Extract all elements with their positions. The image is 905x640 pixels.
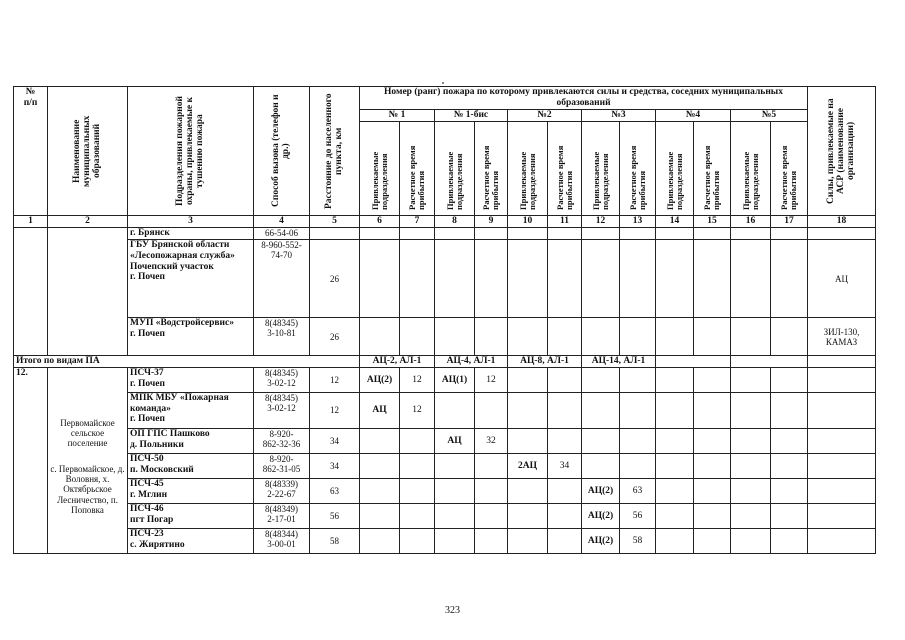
call-number: 8(48345) 3-02-12 — [254, 392, 310, 428]
call-number: 8(48345) 3-10-81 — [265, 318, 298, 339]
r1-unit — [360, 528, 400, 553]
table-row — [14, 478, 876, 503]
r3-time — [620, 453, 656, 478]
sub-time-r1bis: Расчетное время прибытия — [481, 145, 500, 210]
col-num: 18 — [808, 216, 876, 228]
r1bis-time: 12 — [475, 367, 508, 392]
r1bis-unit: АЦ — [435, 428, 475, 453]
header-num: № п/п — [14, 87, 48, 216]
r3-unit: АЦ(2) — [582, 478, 620, 503]
unit-place: с. Жирятино — [130, 539, 185, 550]
totals-rank-3: АЦ-14, АЛ-1 — [582, 356, 656, 368]
header-call-method: Способ вызова (телефон и др.) — [270, 94, 291, 207]
r1-time — [400, 453, 435, 478]
distance-value: 56 — [310, 503, 360, 528]
asr-value: ЗИЛ-130, КАМАЗ — [823, 326, 860, 347]
table-row — [14, 503, 876, 528]
sub-time-r4: Расчетное время прибытия — [702, 145, 721, 210]
col-num: 10 — [508, 216, 548, 228]
table-row — [14, 228, 876, 240]
unit-place: п. Московский — [130, 464, 194, 475]
call-number: 8(48345) 3-02-12 — [254, 367, 310, 392]
unit-name: ОП ГПС Пашково — [130, 428, 210, 439]
col-num: 4 — [254, 216, 310, 228]
table-row — [14, 453, 876, 478]
unit-name: ПСЧ-46 — [130, 503, 164, 514]
r3-time — [620, 428, 656, 453]
totals-rank-1-bis: АЦ-4, АЛ-1 — [435, 356, 508, 368]
sub-units-r1bis: Привлекаемые подразделения — [444, 151, 464, 210]
call-number: 8(48339) 2-22-67 — [254, 478, 310, 503]
sub-units-r5: Привлекаемые подразделения — [740, 151, 760, 210]
col-num: 8 — [435, 216, 475, 228]
header-distance-cell — [310, 87, 360, 216]
table-row — [14, 392, 876, 428]
r1-unit: АЦ — [360, 392, 400, 428]
totals-label: Итого по видам ПА — [14, 356, 360, 368]
unit-place: г. Почеп — [130, 378, 165, 389]
totals-rank-2: АЦ-8, АЛ-1 — [508, 356, 582, 368]
unit-name: ПСЧ-50 — [130, 453, 164, 464]
r3-time: 56 — [620, 503, 656, 528]
r2-time — [548, 478, 582, 503]
sub-time-r5: Расчетное время прибытия — [779, 145, 798, 210]
r2-time: 34 — [548, 453, 582, 478]
r2-unit — [508, 528, 548, 553]
col-num: 6 — [360, 216, 400, 228]
header-row-1 — [14, 87, 876, 110]
r2-unit — [508, 503, 548, 528]
sub-time-r1: Расчетное время прибытия — [407, 145, 426, 210]
col-num: 7 — [400, 216, 435, 228]
col-num: 16 — [731, 216, 771, 228]
rank-5: №5 — [731, 110, 808, 122]
table-row — [14, 367, 876, 392]
municipality-name: Первомайское сельское поселение — [60, 418, 115, 449]
call-number: 8-920- 862-32-36 — [254, 428, 310, 453]
r1bis-unit — [435, 528, 475, 553]
header-units: Подразделения пожарной охраны, привлекаемые к тушению пожара — [174, 95, 205, 206]
r3-time: 63 — [620, 478, 656, 503]
r1bis-unit — [435, 392, 475, 428]
totals-row — [14, 356, 876, 368]
header-distance: Расстояние до населенного пункта, км — [323, 92, 344, 209]
r2-time — [548, 528, 582, 553]
col-num: 5 — [310, 216, 360, 228]
r1-time — [400, 478, 435, 503]
distance-value: 63 — [310, 478, 360, 503]
unit-name: ПСЧ-23 — [130, 528, 164, 539]
distance-value: 12 — [310, 392, 360, 428]
col-num: 3 — [128, 216, 254, 228]
col-num: 2 — [48, 216, 128, 228]
col-num: 14 — [656, 216, 694, 228]
distance-value: 58 — [310, 528, 360, 553]
asr-value: АЦ — [835, 273, 848, 284]
totals-rank-1: АЦ-2, АЛ-1 — [360, 356, 435, 368]
col-num: 13 — [620, 216, 656, 228]
header-call-cell — [254, 87, 310, 216]
unit-place: д. Польники — [130, 439, 184, 450]
sub-units-r1: Привлекаемые подразделения — [369, 151, 389, 210]
rank-4: №4 — [656, 110, 731, 122]
r1-time — [400, 503, 435, 528]
r2-time — [548, 392, 582, 428]
r3-unit — [582, 392, 620, 428]
r2-time — [548, 367, 582, 392]
unit-name: ПСЧ-45 — [130, 478, 164, 489]
r3-unit — [582, 367, 620, 392]
distance-value: 26 — [330, 273, 339, 284]
distance-value: 34 — [310, 428, 360, 453]
col-num: 15 — [694, 216, 731, 228]
r1bis-time — [475, 453, 508, 478]
table-row — [14, 318, 876, 356]
page-number: 323 — [445, 605, 460, 616]
sub-units-r4: Привлекаемые подразделения — [664, 151, 684, 210]
r2-time — [548, 503, 582, 528]
r2-unit — [508, 478, 548, 503]
r1bis-unit — [435, 453, 475, 478]
r1bis-time — [475, 478, 508, 503]
call-number: 8-960-552-74-70 — [261, 240, 302, 261]
r1-unit — [360, 453, 400, 478]
r2-time — [548, 428, 582, 453]
r2-unit — [508, 367, 548, 392]
call-number: 66-54-06 — [265, 228, 298, 239]
r3-time — [620, 392, 656, 428]
r3-time — [620, 367, 656, 392]
fire-forces-table — [13, 86, 876, 554]
scan-speck — [442, 82, 444, 84]
unit-name: ГБУ Брянской области «Лесопожарная служба» Почепский участок — [130, 240, 235, 272]
r3-time: 58 — [620, 528, 656, 553]
header-units-cell — [128, 87, 254, 216]
unit-name: МУП «Водстройсервис» — [130, 318, 234, 329]
municipality-cell — [48, 367, 128, 553]
sub-units-r3: Привлекаемые подразделения — [590, 151, 610, 210]
row-number: 12. — [14, 367, 48, 553]
r1bis-time — [475, 392, 508, 428]
r3-unit: АЦ(2) — [582, 503, 620, 528]
unit-place: г. Почеп — [130, 272, 165, 283]
r2-unit — [508, 392, 548, 428]
distance-value: 34 — [310, 453, 360, 478]
table-row — [14, 528, 876, 553]
col-num: 1 — [14, 216, 48, 228]
r1bis-time — [475, 503, 508, 528]
r1bis-unit: АЦ(1) — [435, 367, 475, 392]
r3-unit — [582, 453, 620, 478]
r1bis-unit — [435, 478, 475, 503]
r2-unit: 2АЦ — [508, 453, 548, 478]
rank-2: №2 — [508, 110, 582, 122]
unit-name: ПСЧ-37 — [130, 367, 164, 378]
sub-time-r3: Расчетное время прибытия — [627, 145, 647, 210]
sub-units-r2: Привлекаемые подразделения — [517, 151, 537, 210]
distance-value: 26 — [330, 331, 339, 342]
table-row — [14, 428, 876, 453]
call-number: 8(48349) 2-17-01 — [254, 503, 310, 528]
col-num: 9 — [475, 216, 508, 228]
sub-time-r2: Расчетное время прибытия — [554, 145, 574, 210]
col-num: 12 — [582, 216, 620, 228]
r3-unit — [582, 428, 620, 453]
r1-time — [400, 428, 435, 453]
call-number: 8(48344) 3-00-01 — [254, 528, 310, 553]
unit-place: г. Мглин — [130, 489, 168, 500]
col-num: 11 — [548, 216, 582, 228]
settlement-list: с. Первомайское, д. Воловня, х. Октябрьское Лесничество, п. Поповка — [50, 464, 125, 515]
header-municipality-cell — [48, 87, 128, 216]
unit-place: г. Почеп — [130, 414, 165, 425]
unit-place: г. Почеп — [130, 328, 165, 339]
column-number-row — [14, 216, 876, 228]
r1-time — [400, 528, 435, 553]
r1-time: 12 — [400, 392, 435, 428]
call-number: 8-920- 862-31-05 — [254, 453, 310, 478]
r1-unit — [360, 503, 400, 528]
unit-name: МПК МБУ «Пожарная команда» — [130, 392, 229, 414]
r1bis-time: 32 — [475, 428, 508, 453]
header-asr-cell — [808, 87, 876, 216]
r1bis-unit — [435, 503, 475, 528]
table-row — [14, 240, 876, 318]
unit-place: г. Брянск — [130, 228, 170, 239]
col-num: 17 — [771, 216, 808, 228]
r2-unit — [508, 428, 548, 453]
header-rank-title: Номер (ранг) пожара по которому привлекаются силы и средства, соседних муниципальных образований — [360, 87, 808, 110]
r1-unit — [360, 428, 400, 453]
r1bis-time — [475, 528, 508, 553]
header-municipality: Наименование муниципальных образований — [71, 114, 102, 187]
r1-time: 12 — [400, 367, 435, 392]
rank-3: №3 — [582, 110, 656, 122]
rank-1-bis: № 1-бис — [435, 110, 508, 122]
rank-1: № 1 — [360, 110, 435, 122]
header-asr: Силы, привлекаемые на АСР (наименование организации) — [825, 97, 856, 204]
distance-value: 12 — [310, 367, 360, 392]
r3-unit: АЦ(2) — [582, 528, 620, 553]
r1-unit: АЦ(2) — [360, 367, 400, 392]
r1-unit — [360, 478, 400, 503]
unit-place: пгт Погар — [130, 514, 174, 525]
